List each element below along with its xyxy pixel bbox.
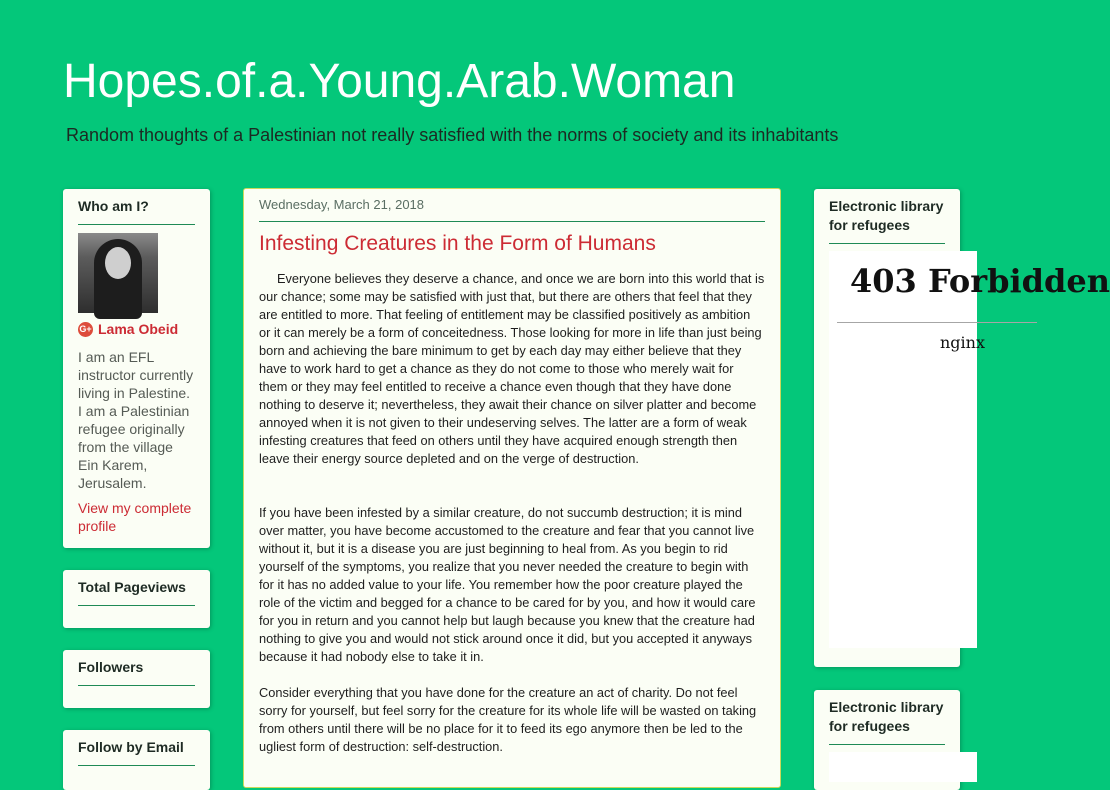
follow-email-heading: Follow by Email bbox=[78, 738, 195, 766]
error-divider bbox=[837, 322, 1037, 323]
profile-name: Lama Obeid bbox=[98, 321, 179, 337]
site-description: Random thoughts of a Palestinian not really satisfied with the norms of society and its inhabitants bbox=[66, 125, 839, 145]
library-heading-2: Electronic library for refugees bbox=[829, 698, 945, 745]
blog-post bbox=[243, 188, 781, 788]
library-embed-2[interactable] bbox=[829, 752, 977, 782]
post-paragraph: Everyone believes they deserve a chance, and once we are born into this world that is our chance; some may be satisfied with just that, but there are others that feel that they are entitled to more. That feeling of entitlement may be classified positively as ambition or it can merely be a form of conceitedness. Those looking for more in life than just being born and achieving the bare minimum to get by each day may either believe that they have to work hard to get a chance as they do not come to those who merely wait for them or they may feel entitled to receive a chance even though that they have done nothing to deserve it; nevertheless, they await their chance on silver platter and become annoyed when it is not given to their undeserving selves. The latter are a form of weak infesting creatures that feed on others until they have acquired enough strength then leave their energy source depleted and on the verge of destruction. bbox=[259, 271, 765, 466]
follow-email-widget bbox=[63, 730, 210, 790]
forbidden-error-title: 403 Forbidden bbox=[850, 262, 1110, 300]
profile-photo-face bbox=[105, 247, 131, 279]
profile-widget bbox=[63, 189, 210, 548]
profile-about: I am an EFL instructor currently living in Palestine. I am a Palestinian refugee originally from the village Ein Karem, Jerusalem. bbox=[78, 349, 194, 491]
profile-photo[interactable] bbox=[78, 233, 158, 313]
post-date: Wednesday, March 21, 2018 bbox=[259, 196, 765, 222]
library-embed[interactable] bbox=[829, 251, 1110, 648]
pageviews-widget bbox=[63, 570, 210, 628]
server-name: nginx bbox=[940, 333, 985, 352]
site-title[interactable]: Hopes.of.a.Young.Arab.Woman bbox=[63, 55, 736, 108]
followers-heading: Followers bbox=[78, 658, 195, 686]
followers-widget bbox=[63, 650, 210, 708]
library-heading: Electronic library for refugees bbox=[829, 197, 945, 244]
profile-heading: Who am I? bbox=[78, 197, 195, 225]
view-profile-link[interactable]: View my complete profile bbox=[78, 500, 192, 534]
pageviews-heading: Total Pageviews bbox=[78, 578, 195, 606]
post-body bbox=[259, 270, 765, 756]
profile-name-link[interactable] bbox=[78, 321, 195, 338]
google-plus-icon: G+ bbox=[78, 322, 93, 337]
post-title[interactable]: Infesting Creatures in the Form of Humans bbox=[259, 232, 656, 255]
post-paragraph: If you have been infested by a similar creature, do not succumb destruction; it is mind over matter, you have become accustomed to the creature and fear that you cannot live without it, but it is a disease you are just beginning to heal from. As you begin to rid yourself of the symptoms, you realize that you never needed the creature to begin with for it has no added value to your life. You remember how the poor creature played the role of the victim and begged for a chance to be cared for by you, and how it would care for you in return and you cannot help but laugh because you knew that the creature had nothing to give you and would not stick around once it did, but you accepted it anyways because it had nobody else to take it in. bbox=[259, 505, 756, 664]
post-paragraph: Consider everything that you have done for the creature an act of charity. Do not feel sorry for yourself, but feel sorry for the creature for its whole life will be wasted on taking from others until there will be no place for it to feed its ego anymore then be led to the ugliest form of destruction: self-destruction. bbox=[259, 685, 757, 754]
